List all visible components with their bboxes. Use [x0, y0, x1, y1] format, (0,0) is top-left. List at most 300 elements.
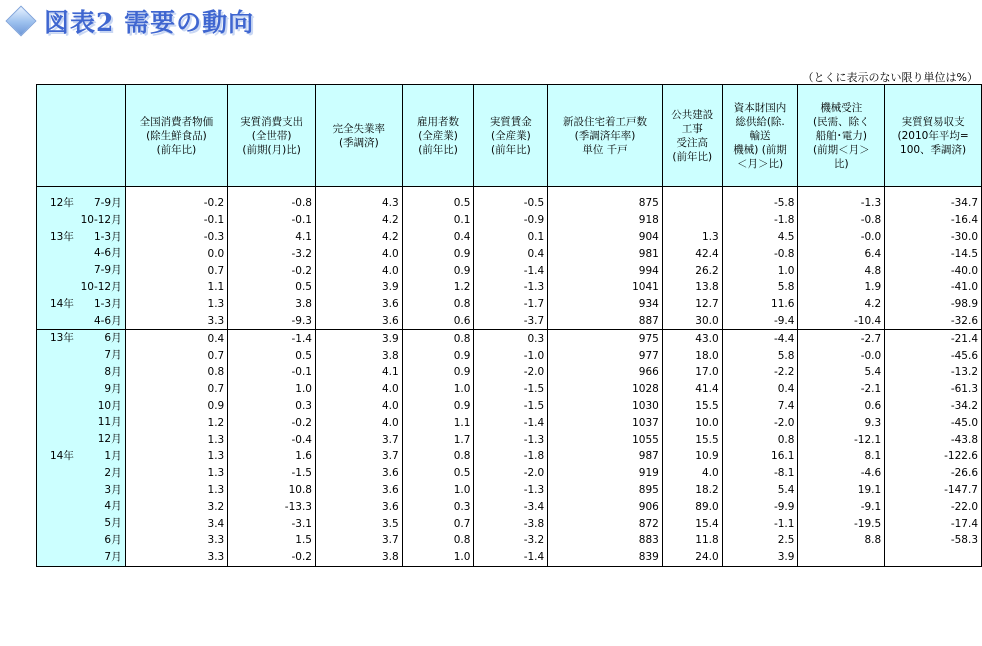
monthly-row — [37, 448, 982, 465]
spacer-cell — [228, 187, 316, 196]
table-cell: 5.8 — [722, 279, 798, 296]
table-cell: 5.4 — [722, 482, 798, 499]
row-period: 4-6月 — [93, 314, 122, 327]
table-cell: 0.9 — [402, 364, 474, 381]
table-cell: 977 — [548, 347, 663, 364]
table-cell: -0.0 — [798, 229, 885, 246]
col-header: 全国消費者物価 (除生鮮食品) (前年比) — [125, 85, 228, 187]
table-cell: 0.5 — [228, 279, 316, 296]
row-label — [37, 515, 126, 532]
table-cell: 0.8 — [402, 330, 474, 347]
table-cell: -16.4 — [885, 212, 982, 229]
demand-table — [36, 84, 982, 567]
table-cell: 3.6 — [315, 498, 402, 515]
table-cell: 1.3 — [125, 482, 228, 499]
row-period: 10月 — [97, 399, 122, 412]
monthly-row — [37, 431, 982, 448]
table-cell: -0.1 — [228, 212, 316, 229]
table-cell: 4.0 — [315, 414, 402, 431]
table-cell: 19.1 — [798, 482, 885, 499]
table-cell: 0.8 — [722, 431, 798, 448]
col-header: 完全失業率 (季調済) — [315, 85, 402, 187]
table-cell: 4.2 — [315, 212, 402, 229]
col-header: 資本財国内 総供給(除. 輸送 機械) (前期 ＜月＞比) — [722, 85, 798, 187]
quarterly-row — [37, 313, 982, 330]
row-label — [37, 212, 126, 229]
table-cell: -2.0 — [474, 364, 548, 381]
table-cell: -0.9 — [474, 212, 548, 229]
table-cell: 4.0 — [315, 381, 402, 398]
table-cell: 1.6 — [228, 448, 316, 465]
row-period: 10-12月 — [80, 280, 122, 293]
header-row — [37, 85, 982, 187]
table-cell: 5.4 — [798, 364, 885, 381]
table-cell: 8.8 — [798, 532, 885, 549]
table-cell: 3.6 — [315, 482, 402, 499]
table-cell: -9.3 — [228, 313, 316, 330]
row-period: 1-3月 — [93, 297, 122, 310]
table-cell: 1.0 — [722, 262, 798, 279]
table-cell: 3.3 — [125, 549, 228, 566]
table-cell: 3.9 — [315, 330, 402, 347]
table-cell: -30.0 — [885, 229, 982, 246]
row-period: 4月 — [104, 500, 122, 513]
table-cell: 4.1 — [228, 229, 316, 246]
table-cell: 918 — [548, 212, 663, 229]
row-year: 14年 — [50, 449, 74, 462]
table-cell: 1.3 — [125, 296, 228, 313]
table-cell: 3.3 — [125, 532, 228, 549]
table-cell: 15.4 — [662, 515, 722, 532]
table-cell: 1041 — [548, 279, 663, 296]
table-cell: -3.2 — [474, 532, 548, 549]
row-label — [37, 532, 126, 549]
table-cell: 0.0 — [125, 245, 228, 262]
table-cell: 0.8 — [402, 448, 474, 465]
col-header: 雇用者数 (全産業) (前年比) — [402, 85, 474, 187]
table-cell: -1.3 — [474, 279, 548, 296]
table-cell: 966 — [548, 364, 663, 381]
table-cell: 0.1 — [474, 229, 548, 246]
table-cell: -1.3 — [474, 482, 548, 499]
table-cell: 4.0 — [662, 465, 722, 482]
table-cell: -19.5 — [798, 515, 885, 532]
table-cell: 3.7 — [315, 448, 402, 465]
table-cell: 0.4 — [125, 330, 228, 347]
table-cell: -34.7 — [885, 195, 982, 212]
row-label — [37, 364, 126, 381]
table-cell — [662, 212, 722, 229]
table-cell: 41.4 — [662, 381, 722, 398]
table-cell: 4.0 — [315, 398, 402, 415]
table-cell: 1.1 — [402, 414, 474, 431]
table-cell: -0.1 — [228, 364, 316, 381]
quarterly-row — [37, 229, 982, 246]
table-cell: 0.5 — [228, 347, 316, 364]
row-year: 13年 — [50, 332, 74, 345]
monthly-row — [37, 414, 982, 431]
spacer-cell — [125, 187, 228, 196]
table-cell: 0.9 — [125, 398, 228, 415]
col-header: 実質賃金 (全産業) (前年比) — [474, 85, 548, 187]
spacer-cell — [37, 187, 126, 196]
spacer-cell — [474, 187, 548, 196]
row-label — [37, 448, 126, 465]
monthly-row — [37, 330, 982, 347]
table-cell: 975 — [548, 330, 663, 347]
table-cell: 0.7 — [125, 262, 228, 279]
table-cell: -0.1 — [125, 212, 228, 229]
table-cell: 3.2 — [125, 498, 228, 515]
table-cell: 1.1 — [125, 279, 228, 296]
table-cell: 895 — [548, 482, 663, 499]
quarterly-row — [37, 262, 982, 279]
table-cell: 3.8 — [228, 296, 316, 313]
table-cell: -1.4 — [228, 330, 316, 347]
monthly-row — [37, 482, 982, 499]
table-cell: -61.3 — [885, 381, 982, 398]
table-cell: -13.3 — [228, 498, 316, 515]
table-cell: 4.0 — [315, 262, 402, 279]
row-period: 11月 — [97, 416, 122, 429]
col-header: 機械受注 (民需、除く 船舶･電力) (前期＜月＞ 比) — [798, 85, 885, 187]
table-cell: 981 — [548, 245, 663, 262]
table-cell: -2.0 — [722, 414, 798, 431]
diamond-bullet-icon — [5, 5, 36, 36]
table-cell: 1.5 — [228, 532, 316, 549]
table-cell: 0.9 — [402, 398, 474, 415]
table-cell: -12.1 — [798, 431, 885, 448]
row-period: 10-12月 — [80, 213, 122, 226]
table-cell: 15.5 — [662, 431, 722, 448]
table-cell: 0.4 — [722, 381, 798, 398]
table-cell: -8.1 — [722, 465, 798, 482]
row-label — [37, 549, 126, 566]
table-cell: 43.0 — [662, 330, 722, 347]
table-cell: 18.0 — [662, 347, 722, 364]
table-cell: 3.8 — [315, 549, 402, 566]
table-cell: 0.1 — [402, 212, 474, 229]
table-cell: 3.8 — [315, 347, 402, 364]
table-cell: 0.4 — [474, 245, 548, 262]
table-cell: -41.0 — [885, 279, 982, 296]
table-cell: 11.8 — [662, 532, 722, 549]
row-period: 12月 — [97, 433, 122, 446]
table-cell: 4.8 — [798, 262, 885, 279]
row-period: 7-9月 — [93, 197, 122, 209]
row-period: 6月 — [104, 332, 122, 345]
monthly-row — [37, 347, 982, 364]
table-cell: -1.1 — [722, 515, 798, 532]
row-label — [37, 262, 126, 279]
spacer-cell — [315, 187, 402, 196]
table-cell: 4.2 — [798, 296, 885, 313]
table-cell: 0.9 — [402, 245, 474, 262]
table-cell: 5.8 — [722, 347, 798, 364]
row-period: 8月 — [104, 365, 122, 378]
table-cell: 4.5 — [722, 229, 798, 246]
table-cell: 3.5 — [315, 515, 402, 532]
table-cell: 839 — [548, 549, 663, 566]
row-year: 14年 — [50, 297, 74, 310]
monthly-row — [37, 532, 982, 549]
table-cell: -3.2 — [228, 245, 316, 262]
table-cell: 887 — [548, 313, 663, 330]
table-cell: -3.7 — [474, 313, 548, 330]
table-cell: 3.7 — [315, 532, 402, 549]
table-cell: 872 — [548, 515, 663, 532]
monthly-row — [37, 465, 982, 482]
table-cell: -22.0 — [885, 498, 982, 515]
row-period: 4-6月 — [93, 247, 122, 260]
table-cell: -3.1 — [228, 515, 316, 532]
table-cell: -1.0 — [474, 347, 548, 364]
table-cell: 1.0 — [228, 381, 316, 398]
quarterly-row — [37, 245, 982, 262]
table-cell: 3.6 — [315, 465, 402, 482]
table-cell: -0.0 — [798, 347, 885, 364]
table-cell: 0.5 — [402, 195, 474, 212]
table-cell: 906 — [548, 498, 663, 515]
table-cell: -0.8 — [722, 245, 798, 262]
row-year: 12年 — [50, 197, 74, 209]
table-cell: 3.3 — [125, 313, 228, 330]
table-cell: -4.4 — [722, 330, 798, 347]
table-cell — [662, 195, 722, 212]
spacer-cell — [548, 187, 663, 196]
table-cell: 3.7 — [315, 431, 402, 448]
quarterly-row — [37, 212, 982, 229]
table-cell: 1.0 — [402, 482, 474, 499]
table-cell: -1.7 — [474, 296, 548, 313]
table-cell: -1.5 — [474, 398, 548, 415]
table-cell: 1.2 — [402, 279, 474, 296]
table-cell: 1.7 — [402, 431, 474, 448]
table-cell: -3.8 — [474, 515, 548, 532]
col-header: 実質消費支出 (全世帯) (前期(月)比) — [228, 85, 316, 187]
table-cell: 7.4 — [722, 398, 798, 415]
table-cell: -14.5 — [885, 245, 982, 262]
table-cell: -0.4 — [228, 431, 316, 448]
table-cell: 0.3 — [474, 330, 548, 347]
table-cell: 1030 — [548, 398, 663, 415]
table-cell: -9.4 — [722, 313, 798, 330]
row-label — [37, 398, 126, 415]
table-cell: 0.7 — [125, 381, 228, 398]
table-cell: 3.6 — [315, 313, 402, 330]
row-label — [37, 229, 126, 246]
table-cell: -1.4 — [474, 549, 548, 566]
table-cell: -1.4 — [474, 262, 548, 279]
table-cell: -1.5 — [228, 465, 316, 482]
row-period: 6月 — [104, 533, 122, 546]
table-cell: 42.4 — [662, 245, 722, 262]
table-cell: -58.3 — [885, 532, 982, 549]
table-cell: -122.6 — [885, 448, 982, 465]
table-cell: 4.0 — [315, 245, 402, 262]
row-label — [37, 347, 126, 364]
row-label — [37, 195, 126, 212]
table-cell: 9.3 — [798, 414, 885, 431]
monthly-row — [37, 364, 982, 381]
table-cell: 1037 — [548, 414, 663, 431]
header-corner — [37, 85, 126, 187]
table-cell: -40.0 — [885, 262, 982, 279]
table-cell: -2.0 — [474, 465, 548, 482]
unit-note: （とくに表示のない限り単位は%） — [802, 71, 978, 84]
table-cell: 0.6 — [798, 398, 885, 415]
table-cell: -2.7 — [798, 330, 885, 347]
monthly-row — [37, 549, 982, 566]
table-cell: -45.6 — [885, 347, 982, 364]
table-cell: 6.4 — [798, 245, 885, 262]
table-cell: 0.3 — [228, 398, 316, 415]
table-cell: 11.6 — [722, 296, 798, 313]
table-cell: -17.4 — [885, 515, 982, 532]
spacer-cell — [798, 187, 885, 196]
row-label — [37, 245, 126, 262]
table-cell: -10.4 — [798, 313, 885, 330]
table-cell: -1.5 — [474, 381, 548, 398]
table-cell: 0.7 — [125, 347, 228, 364]
table-cell: 0.9 — [402, 347, 474, 364]
table-cell: -4.6 — [798, 465, 885, 482]
table-cell: 16.1 — [722, 448, 798, 465]
table-cell: 30.0 — [662, 313, 722, 330]
table-cell: -5.8 — [722, 195, 798, 212]
table-cell: 15.5 — [662, 398, 722, 415]
row-label — [37, 414, 126, 431]
table-cell: 24.0 — [662, 549, 722, 566]
row-period: 9月 — [104, 382, 122, 395]
monthly-row — [37, 515, 982, 532]
table-cell: 17.0 — [662, 364, 722, 381]
table-cell: -0.2 — [228, 414, 316, 431]
spacer-cell — [885, 187, 982, 196]
table-cell: 89.0 — [662, 498, 722, 515]
row-label — [37, 498, 126, 515]
table-cell: -9.9 — [722, 498, 798, 515]
row-label — [37, 381, 126, 398]
row-period: 5月 — [104, 517, 122, 530]
table-cell: -0.2 — [125, 195, 228, 212]
table-cell: 10.0 — [662, 414, 722, 431]
col-header: 実質貿易収支 (2010年平均= 100、季調済) — [885, 85, 982, 187]
table-cell: 3.4 — [125, 515, 228, 532]
table-cell: 18.2 — [662, 482, 722, 499]
monthly-row — [37, 398, 982, 415]
table-cell: 3.9 — [315, 279, 402, 296]
row-label — [37, 465, 126, 482]
table-cell: 934 — [548, 296, 663, 313]
row-label — [37, 330, 126, 347]
spacer-cell — [662, 187, 722, 196]
table-cell: 0.3 — [402, 498, 474, 515]
table-cell: 904 — [548, 229, 663, 246]
table-cell: -147.7 — [885, 482, 982, 499]
spacer-row — [37, 187, 982, 196]
table-cell: 10.8 — [228, 482, 316, 499]
row-period: 1月 — [104, 449, 122, 462]
table-cell: -9.1 — [798, 498, 885, 515]
table-cell: 26.2 — [662, 262, 722, 279]
table-cell: -21.4 — [885, 330, 982, 347]
table-cell: -2.2 — [722, 364, 798, 381]
table-cell: 875 — [548, 195, 663, 212]
table-cell: -0.3 — [125, 229, 228, 246]
table-cell: 1028 — [548, 381, 663, 398]
table-cell: 1.9 — [798, 279, 885, 296]
table-cell: -26.6 — [885, 465, 982, 482]
table-cell: -0.2 — [228, 549, 316, 566]
table-cell: 919 — [548, 465, 663, 482]
table-cell: -0.5 — [474, 195, 548, 212]
table-cell: -2.1 — [798, 381, 885, 398]
table-cell: -45.0 — [885, 414, 982, 431]
spacer-cell — [722, 187, 798, 196]
row-label — [37, 482, 126, 499]
title-bar — [4, 2, 254, 40]
table-cell: 0.8 — [402, 532, 474, 549]
table-cell: 3.9 — [722, 549, 798, 566]
table-cell: 4.1 — [315, 364, 402, 381]
table-body — [37, 187, 982, 567]
table-cell: 987 — [548, 448, 663, 465]
table-cell: -98.9 — [885, 296, 982, 313]
table-cell: 0.7 — [402, 515, 474, 532]
table-cell: -32.6 — [885, 313, 982, 330]
col-header: 公共建設 工事 受注高 (前年比) — [662, 85, 722, 187]
table-cell: -13.2 — [885, 364, 982, 381]
table-cell: 0.4 — [402, 229, 474, 246]
table-cell: 12.7 — [662, 296, 722, 313]
quarterly-row — [37, 279, 982, 296]
table-cell: 10.9 — [662, 448, 722, 465]
table-cell: -1.4 — [474, 414, 548, 431]
table-cell: 13.8 — [662, 279, 722, 296]
row-label — [37, 313, 126, 330]
quarterly-row — [37, 296, 982, 313]
table-cell: -1.8 — [722, 212, 798, 229]
table-cell: 994 — [548, 262, 663, 279]
table-cell: 4.3 — [315, 195, 402, 212]
table-cell: -1.3 — [798, 195, 885, 212]
table-cell: 1.3 — [662, 229, 722, 246]
table-cell: -1.8 — [474, 448, 548, 465]
row-period: 3月 — [104, 483, 122, 496]
table-cell: 0.5 — [402, 465, 474, 482]
table-cell: 1.3 — [125, 448, 228, 465]
table-cell: 8.1 — [798, 448, 885, 465]
spacer-cell — [402, 187, 474, 196]
row-period: 7-9月 — [93, 264, 122, 277]
page-title: 図表2 需要の動向 — [44, 8, 255, 37]
row-year: 13年 — [50, 230, 74, 243]
quarterly-row — [37, 195, 982, 212]
table-cell: 883 — [548, 532, 663, 549]
table-cell: 1.2 — [125, 414, 228, 431]
table-cell: -1.3 — [474, 431, 548, 448]
table-cell: 4.2 — [315, 229, 402, 246]
table-cell: -0.8 — [798, 212, 885, 229]
table-cell: 0.6 — [402, 313, 474, 330]
row-label — [37, 431, 126, 448]
monthly-row — [37, 381, 982, 398]
row-period: 7月 — [104, 349, 122, 362]
table-cell: 1055 — [548, 431, 663, 448]
row-period: 1-3月 — [93, 230, 122, 243]
table-cell — [885, 549, 982, 566]
